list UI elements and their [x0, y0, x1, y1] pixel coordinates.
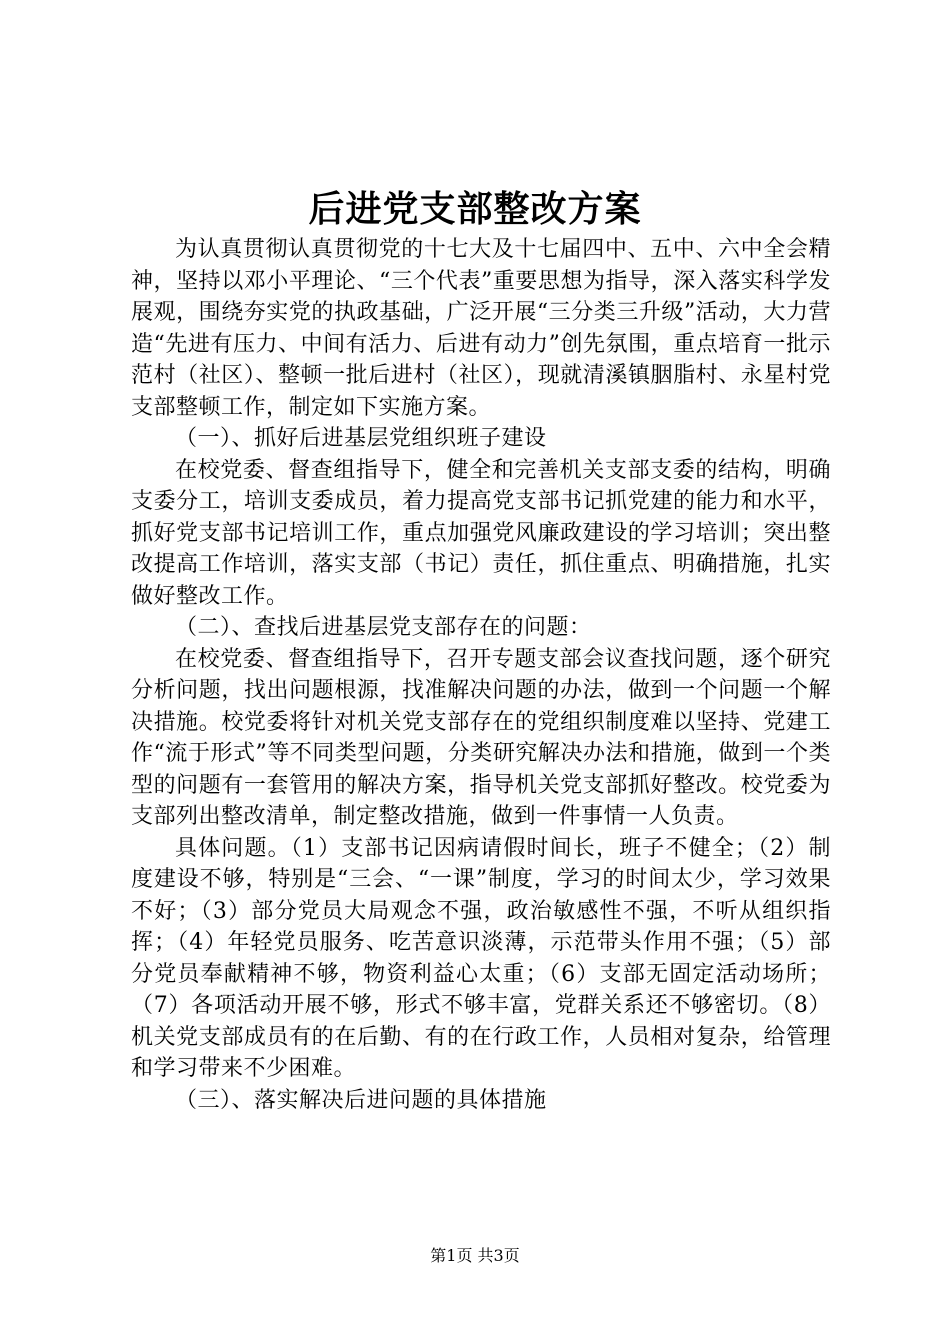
section-1-paragraph: 在校党委、督查组指导下，健全和完善机关支部支委的结构，明确支委分工，培训支委成员，着力提高党支部书记抓党建的能力和水平，抓好党支部书记培训工作，重点加强党风廉政建设的学习培训；突出整改提高工作培训，落实支部（书记）责任，抓住重点、明确措施，扎实做好整改工作。 [131, 457, 831, 609]
section-heading-2: （二）、查找后进基层党支部存在的问题： [175, 615, 592, 640]
section-2-paragraph: 在校党委、督查组指导下，召开专题支部会议查找问题，逐个研究分析问题，找出问题根源，找准解决问题的办法，做到一个问题一个解决措施。校党委将针对机关党支部存在的党组织制度难以坚持、党建工作“流于形式”等不同类型问题，分类研究解决办法和措施，做到一个类型的问题有一套管用的解决方案，指导机关党支部抓好整改。校党委为支部列出整改清单，制定整改措施，做到一件事情一人负责。 [131, 646, 831, 829]
specific-problems-paragraph: 具体问题。（1）支部书记因病请假时间长，班子不健全；（2）制度建设不够，特别是“三会、“一课”制度，学习的时间太少，学习效果不好；（3）部分党员大局观念不强，政治敏感性不强，不听从组织指挥；（4）年轻党员服务、吃苦意识淡薄，示范带头作用不强；（5）部分党员奉献精神不够，物资利益心太重；（6）支部无固定活动场所；（7）各项活动开展不够，形式不够丰富，党群关系还不够密切。（8）机关党支部成员有的在后勤、有的在行政工作，人员相对复杂，给管理和学习带来不少困难。 [131, 835, 831, 1081]
page-footer: 第1页 共3页 [430, 1246, 520, 1265]
document-body [131, 234, 831, 1116]
intro-paragraph: 为认真贯彻认真贯彻党的十七大及十七届四中、五中、六中全会精神，坚持以邓小平理论、“三个代表”重要思想为指导，深入落实科学发展观，围绕夯实党的执政基础，广泛开展“三分类三升级”活动，大力营造“先进有压力、中间有活力、后进有动力”创先氛围，重点培育一批示范村（社区）、整顿一批后进村（社区），现就清溪镇胭脂村、永星村党支部整顿工作，制定如下实施方案。 [131, 237, 831, 420]
section-heading-3: （三）、落实解决后进问题的具体措施 [175, 1087, 547, 1113]
document-title: 后进党支部整改方案 [308, 188, 642, 230]
section-heading-1: （一）、抓好后进基层党组织班子建设 [175, 426, 547, 451]
